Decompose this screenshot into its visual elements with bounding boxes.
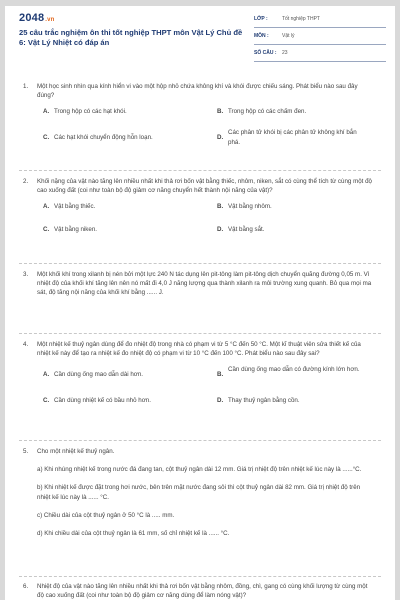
question-text: Khối nặng của vật nào tăng lên nhiều nhất khi thả rơi bốn vật bằng thiếc, nhôm, niken, sắt có cùng thể tích từ cùng một độ cao xuống đất (coi như toàn bộ độ giảm cơ năng chuyển hết thành nội năng của vật)? bbox=[37, 178, 372, 195]
question-number: 6. bbox=[23, 583, 29, 590]
divider bbox=[19, 576, 381, 577]
meta-value: 23 bbox=[282, 50, 288, 56]
document-header bbox=[5, 6, 395, 70]
meta-value: Tốt nghiệp THPT bbox=[282, 16, 320, 22]
divider bbox=[19, 170, 381, 171]
document-page bbox=[5, 6, 395, 600]
question-text: Cho một nhiệt kế thuỷ ngân. bbox=[37, 448, 115, 455]
divider bbox=[19, 263, 381, 264]
meta-row-class bbox=[254, 11, 386, 28]
question-number: 4. bbox=[23, 341, 29, 348]
sub-question-c: c) Chiều dài của cột thuỷ ngân ở 50 °C là ..... mm. bbox=[37, 511, 175, 519]
meta-row-subject bbox=[254, 28, 386, 45]
question-number: 1. bbox=[23, 83, 29, 90]
document-meta bbox=[254, 11, 386, 62]
meta-label: MÔN : bbox=[254, 33, 269, 39]
meta-row-question-count bbox=[254, 45, 386, 62]
logo-text: 2048 bbox=[19, 12, 45, 24]
sub-question-a: a) Khi nhúng nhiệt kế trong nước đá đang tan, cột thuỷ ngân dài 12 mm. Giá trị nhiệt độ trên nhiệt kế lúc này là ......°C. bbox=[37, 466, 362, 474]
answer-options: A. Trong hộp có các hạt khói. B. Trong hộp có các chấm đen. C. Các hạt khói chuyển động hỗn loạn. D. Các phân tử khói bị các phân tử không khí bắn phá. bbox=[43, 108, 357, 146]
sub-question-d: d) Khi chiều dài của cột thuỷ ngân là 61 mm, số chỉ nhiệt kế là ...... °C. bbox=[37, 530, 230, 538]
question-text: Một khối khí trong xilanh bị nén bởi một lực 240 N tác dụng lên pit-tông làm pit-tông dịch chuyển quãng đường 0,05 m. Vì nhiệt độ của khối khí tăng lên nên nó mất đi 4,0 J năng lượng qua thành xilanh ra môi trường xung quanh. Bỏ qua mọi ma sát, độ tăng nội năng của khối khí bằng ...... J. bbox=[37, 271, 372, 297]
meta-label: SỐ CÂU : bbox=[254, 50, 277, 56]
site-logo[interactable] bbox=[19, 12, 55, 24]
divider bbox=[19, 333, 381, 334]
question-text: Nhiệt độ của vật nào tăng lên nhiều nhất khi thả rơi bốn vật bằng nhôm, đồng, chì, gang có cùng khối lượng từ cùng một độ cao xuống đất (coi như toàn bộ độ giảm cơ năng dùng để làm nóng vật)? bbox=[37, 583, 368, 600]
sub-question-b: b) Khi nhiệt kế được đặt trong hơi nước, bên trên mặt nước đang sôi thì cột thuỷ ngân dài 82 mm. Giá trị nhiệt độ trên nhiệt kế lúc này là ...... °C. bbox=[37, 484, 361, 501]
question-number: 5. bbox=[23, 448, 29, 455]
answer-options: A. Vật bằng thiếc. B. Vật bằng nhôm. C. Vật bằng niken. D. Vật bằng sắt. bbox=[43, 203, 272, 234]
answer-options: A. Cần dùng ống mao dẫn dài hơn. B. Cần dùng ống mao dẫn có đường kính lớn hơn. C. Cần dùng nhiệt kế có bầu nhỏ hơn. D. Thay thuỷ ngân bằng cồn. bbox=[43, 366, 360, 405]
question-2 bbox=[23, 177, 375, 236]
question-number: 2. bbox=[23, 178, 29, 185]
question-number: 3. bbox=[23, 271, 29, 278]
question-1 bbox=[23, 82, 375, 153]
meta-value: Vật lý bbox=[282, 33, 295, 39]
question-6 bbox=[23, 582, 375, 600]
question-4 bbox=[23, 340, 375, 413]
question-5 bbox=[23, 447, 375, 538]
question-3 bbox=[23, 270, 375, 298]
document-title: 25 câu trắc nghiệm ôn thi tốt nghiệp THPT môn Vật Lý Chủ đề 6: Vật Lý Nhiệt có đáp án bbox=[19, 28, 243, 47]
question-text: Một học sinh nhìn qua kính hiển vi vào một hộp nhỏ chứa không khí và khói được chiếu sáng. Phát biểu nào sau đây đúng? bbox=[37, 83, 358, 100]
logo-suffix: .vn bbox=[45, 17, 55, 23]
question-text: Một nhiệt kế thuỷ ngân dùng để đo nhiệt độ trong nhà có phạm vi từ 5 °C đến 50 °C. Một kĩ thuật viên sửa thiết kế của nhiệt kế này để tạo ra nhiệt kế đo nhiệt độ có phạm vi từ 10 °C đến 100 °C. Phát biểu nào sau đây sai? bbox=[37, 341, 361, 358]
divider bbox=[19, 440, 381, 441]
meta-label: LỚP : bbox=[254, 16, 268, 22]
